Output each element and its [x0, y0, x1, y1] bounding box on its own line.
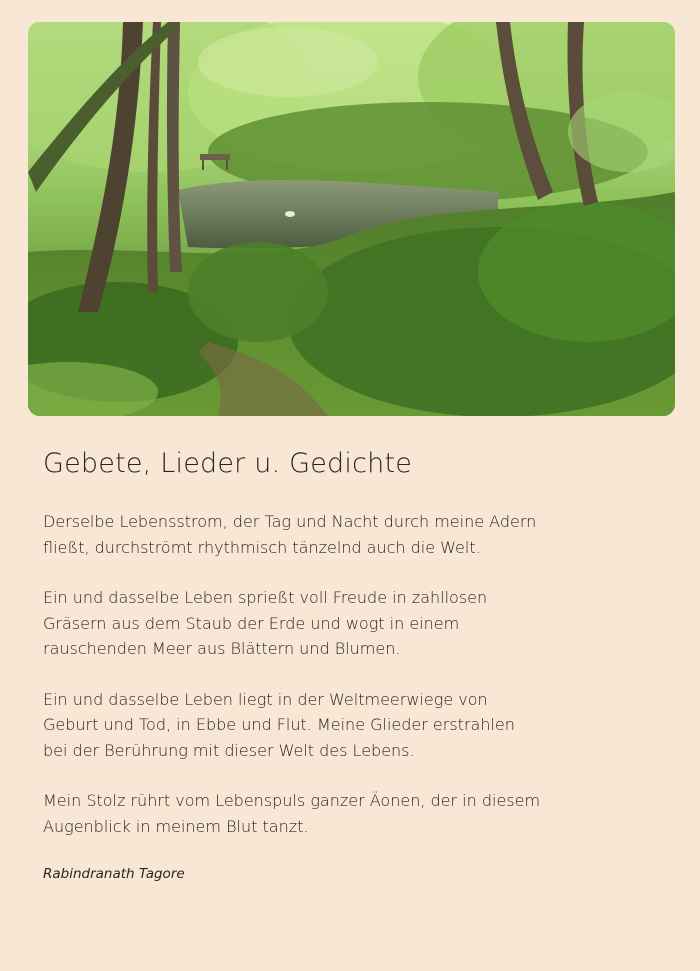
poem-stanza: [43, 788, 603, 839]
poem-line: Augenblick in meinem Blut tanzt.: [43, 816, 309, 836]
header-photo: [28, 22, 675, 416]
poem-line: Derselbe Lebensstrom, der Tag und Nacht durch meine Adern: [43, 512, 537, 531]
page-title: Gebete, Lieder u. Gedichte: [43, 448, 413, 479]
poem-line: Gräsern aus dem Staub der Erde und wogt in einem: [43, 613, 460, 633]
poem-author: Rabindranath Tagore: [43, 866, 185, 882]
poem-section: [43, 444, 603, 884]
poem-stanza: [43, 687, 603, 764]
poem-stanza: [43, 585, 603, 662]
poem-line: bei der Berührung mit dieser Welt des Lebens.: [43, 740, 415, 760]
poem-stanza: [43, 509, 603, 560]
poem-line: Mein Stolz rührt vom Lebenspuls ganzer Äonen, der in diesem: [43, 791, 541, 810]
poem-line: Geburt und Tod, in Ebbe und Flut. Meine Glieder erstrahlen: [43, 715, 515, 734]
poem-line: fließt, durchströmt rhythmisch tänzelnd auch die Welt.: [43, 537, 481, 557]
poem-line: rauschenden Meer aus Blättern und Blumen.: [43, 639, 401, 658]
poem-line: Ein und dasselbe Leben sprießt voll Freude in zahllosen: [43, 588, 488, 607]
poem-line: Ein und dasselbe Leben liegt in der Weltmeerwiege von: [43, 689, 488, 709]
forest-pond-image: [28, 22, 675, 416]
